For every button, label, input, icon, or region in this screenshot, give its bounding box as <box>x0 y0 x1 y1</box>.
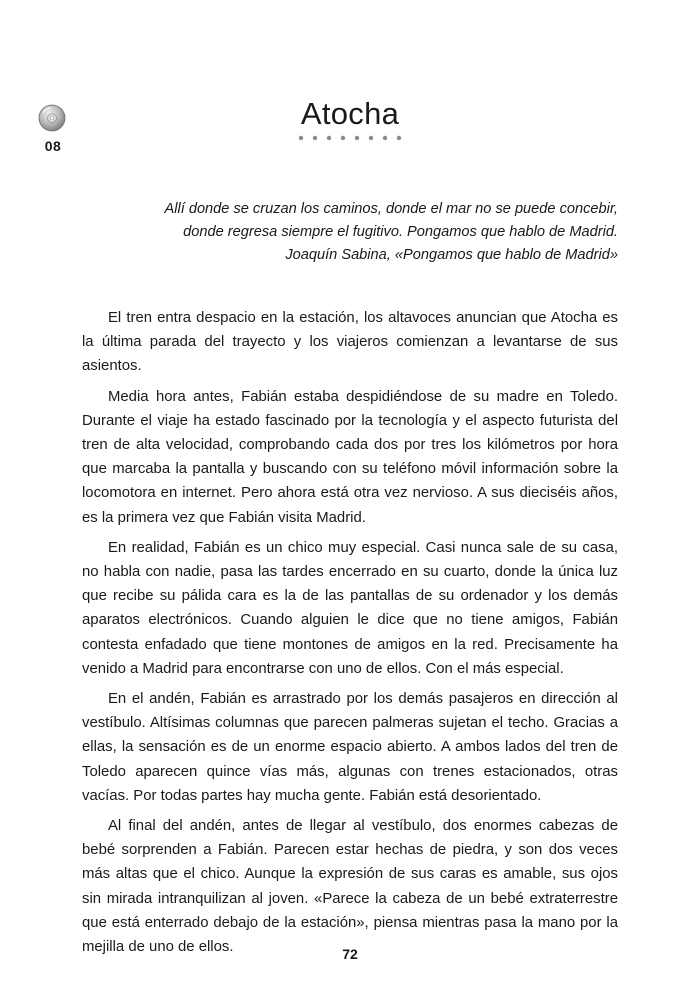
paragraph: En el andén, Fabián es arrastrado por los demás pasajeros en dirección al vestíbulo. Altísimas columnas que parecen palmeras sujetan el techo. Gracias a ellas, la sensación es de un enorme espacio abierto. A ambos lados del tren de Toledo aparecen quince vías más, algunas con trenes estacionados, otras vacías. Por todas partes hay mucha gente. Fabián está desorientado. <box>82 691 618 804</box>
epigraph-line: donde regresa siempre el fugitivo. Pongamos que hablo de Madrid. <box>183 224 618 240</box>
epigraph-attribution: Joaquín Sabina, «Pongamos que hablo de Madrid» <box>285 247 618 263</box>
epigraph <box>98 198 618 267</box>
paragraph: Al final del andén, antes de llegar al vestíbulo, dos enormes cabezas de bebé sorprenden a Fabián. Parecen estar hechas de piedra, y son dos veces más altas que el chico. Aunque la expresión de sus caras es amable, sus ojos sin mirada intranquilizan al joven. «Parece la cabeza de un bebé extraterrestre que está enterrado debajo de la estación», piensa mientras pasa la mano por la mejilla de uno de ellos. <box>82 818 618 956</box>
page-number: 72 <box>342 946 358 962</box>
chapter-body <box>82 306 618 965</box>
chapter-title: Atocha <box>300 96 400 131</box>
paragraph: El tren entra despacio en la estación, los altavoces anuncian que Atocha es la última parada del trayecto y los viajeros comienzan a levantarse de sus asientos. <box>82 310 618 375</box>
title-ornament-dots <box>298 135 408 141</box>
epigraph-line: Allí donde se cruzan los caminos, donde el mar no se puede concebir, <box>164 201 618 217</box>
paragraph: En realidad, Fabián es un chico muy especial. Casi nunca sale de su casa, no habla con nadie, pasa las tardes encerrado en su cuarto, donde la única luz que recibe su pálida cara es la de las pantallas de su ordenador y los demás aparatos electrónicos. Cuando alguien le dice que no tiene amigos, Fabián contesta enfadado que tiene montones de amigos en la red. Precisamente ha venido a Madrid para encontrarse con uno de ellos. Con el más especial. <box>82 539 618 677</box>
paragraph: Media hora antes, Fabián estaba despidiéndose de su madre en Toledo. Durante el viaje ha estado fascinado por la tecnología y el aspecto futurista del tren de alta velocidad, comprobando cada dos por tres los kilómetros por hora que marcaba la pantalla y buscando con su teléfono móvil información sobre la locomotora en internet. Pero ahora está otra vez nervioso. A sus dieciséis años, es la primera vez que Fabián visita Madrid. <box>82 388 618 526</box>
track-number: 08 <box>44 138 62 154</box>
